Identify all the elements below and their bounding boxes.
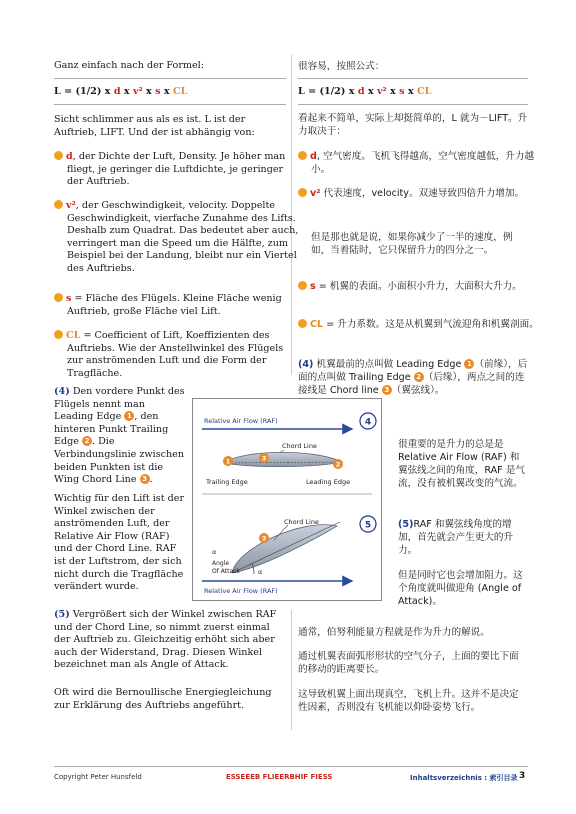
formula-v: v² bbox=[132, 86, 143, 97]
right-p7: 通过机翼表面弧形形状的空气分子，上面的要比下面的移动的距离要长。 bbox=[298, 651, 519, 675]
formula-sep2: x bbox=[142, 86, 156, 97]
bullet-dot-icon bbox=[54, 330, 63, 339]
left-p6: Oft wird die Bernoullische Energiegleichung zur Erklärung des Auftriebs angeführt. bbox=[54, 687, 272, 711]
right-explain: 看起来不简单，实际上却挺简单的，L 就为－LIFT。升力取决于： bbox=[298, 113, 528, 137]
left-intro: Ganz einfach nach der Formel: bbox=[54, 60, 204, 71]
bullet-dot-icon bbox=[298, 151, 307, 160]
footer-copyright: Copyright Peter Hunsfeld bbox=[54, 773, 142, 781]
right-item-v-cont: 但是那也就是说，如果你减少了一半的速度，例如，当着陆时，它只保留升力的四分之一。 bbox=[311, 232, 513, 256]
trailing-edge-label: Trailing Edge bbox=[206, 478, 248, 486]
alpha-label-1: α bbox=[212, 548, 217, 556]
badge-4-text: 4 bbox=[364, 417, 372, 428]
top-rule-left bbox=[54, 78, 286, 79]
left-formula bbox=[54, 86, 286, 99]
right-formula: L = (1/2) x d x v² x s x CL bbox=[298, 86, 432, 97]
formula-lead: L = (1/2) x bbox=[54, 86, 114, 97]
right-p6: 通常，伯努利能量方程就是作为升力的解说。 bbox=[298, 627, 490, 638]
right-item-v: v² 代表速度，velocity。双速导致四倍升力增加。 bbox=[298, 187, 541, 200]
rule-right-2 bbox=[298, 104, 528, 105]
right-intro: 很容易，按照公式： bbox=[298, 61, 385, 72]
svg-text:1: 1 bbox=[225, 457, 231, 466]
wing-diagram-svg bbox=[192, 398, 382, 601]
bullet-dot-icon bbox=[54, 200, 63, 209]
footer-rule bbox=[54, 766, 528, 767]
left-p4b: Wichtig für den Lift ist der Winkel zwischen der anströmenden Luft, der Relative Air Flow (RAF) und der Chord Line. RAF ist der Luftstrom, der sich nicht durch die Tragfläche verändert wurde. bbox=[54, 493, 185, 593]
bullet-dot-icon bbox=[298, 188, 307, 197]
column-divider-lower bbox=[291, 610, 292, 730]
left-explain: Sicht schlimmer aus als es ist. L ist der Auftrieb, LIFT. Und der ist abhängig von: bbox=[54, 114, 255, 138]
marker-2-icon: 2 bbox=[82, 436, 92, 446]
right-item-cl: CL = 升力系数。这是从机翼到气流迎角和机翼剖面。 bbox=[298, 318, 541, 331]
leading-edge-label: Leading Edge bbox=[306, 478, 351, 486]
footer-toc-link[interactable]: Inhaltsverzeichnis : 索引目录 bbox=[410, 774, 518, 782]
left-item-s: s = Fläche des Flügels. Kleine Fläche wenig Auftrieb, große Fläche viel Lift. bbox=[54, 293, 299, 318]
svg-text:3: 3 bbox=[261, 454, 267, 463]
right-p4b: 很重要的是升力的总是是 Relative Air Flow (RAF) 和翼弦线之间的角度，RAF 是气流，没有被机翼改变的气流。 bbox=[398, 439, 525, 489]
wing-diagram bbox=[192, 398, 382, 601]
bullet-dot-icon bbox=[298, 319, 307, 328]
marker-3-icon: 3 bbox=[140, 474, 150, 484]
left-item-d: d, der Dichte der Luft, Density. Je höher man fliegt, je geringer die Luftdichte, je geringer der Auftrieb. bbox=[54, 151, 299, 189]
page-number: 3 bbox=[519, 771, 526, 781]
formula-s: s bbox=[155, 86, 161, 97]
marker-2-icon: 2 bbox=[414, 372, 424, 382]
svg-text:2: 2 bbox=[335, 460, 341, 469]
rule-left-2 bbox=[54, 104, 286, 105]
left-p4: (4) Den vordere Punkt des Flügels nennt man Leading Edge 1 , den hinteren Punkt Trailing Edge 2 . Die Verbindungslinie zwischen beiden Punkten ist die Wing Chord Line 3 . bbox=[54, 386, 185, 486]
formula-sep1: x bbox=[120, 86, 133, 97]
raf-top-label: Relative Air Flow (RAF) bbox=[204, 417, 278, 425]
right-p4: (4) 机翼最前的点叫做 Leading Edge 1 （前缘），后面的点叫做 Trailing Edge 2 （后缘），两点之间的连接线是 Chord line 3 （翼弦线）。 bbox=[298, 359, 528, 396]
formula-cl: CL bbox=[172, 86, 188, 97]
right-p8: 这导致机翼上面出现真空，飞机上升。这并不是决定性因素，否则没有飞机能以仰卧姿势飞行。 bbox=[298, 689, 519, 713]
marker-3-icon: 3 bbox=[382, 385, 392, 395]
svg-text:3: 3 bbox=[261, 534, 267, 543]
left-p5: (5) Vergrößert sich der Winkel zwischen RAF und der Chord Line, so nimmt zuerst einmal der Auftrieb zu. Gleichzeitig erhöht sich aber auch der Widerstand, Drag. Diesen Winkel bezeichnet man als Angle of Attack. bbox=[54, 609, 277, 671]
left-item-v: v², der Geschwindigkeit, velocity. Doppelte Geschwindigkeit, vierfache Zunahme des Lifts. Deshalb zum Quadrat. Das bedeutet aber auch, verringert man die Speed um die Hälfte, zum Beispiel bei der Landung, bleibt nur ein Viertel des Auftriebs. bbox=[54, 200, 299, 276]
raf-bottom-label: Relative Air Flow (RAF) bbox=[204, 587, 278, 595]
footer-center-link[interactable]: ESSEEEB FLIEERBHIF FIESS bbox=[226, 773, 333, 781]
left-item-cl: CL = Coefficient of Lift, Koeffizienten des Auftriebs. Wie der Anstellwinkel des Flügels zur anströmenden Luft und die Form der Tragfläche. bbox=[54, 330, 299, 380]
marker-1-icon: 1 bbox=[464, 359, 474, 369]
formula-sep3: x bbox=[160, 86, 173, 97]
chord-line-top-label: Chord Line bbox=[282, 442, 317, 450]
alpha-label-2: α bbox=[258, 568, 263, 576]
marker-1-icon: 1 bbox=[124, 411, 134, 421]
chord-line-bottom-label: Chord Line bbox=[284, 518, 319, 526]
angle-of-attack-label-2: Of Attack bbox=[212, 568, 240, 575]
badge-5-text: 5 bbox=[364, 520, 372, 531]
right-p5b: 但是同时它也会增加阻力。这个角度就叫做迎角 (Angle of Attack)。 bbox=[398, 570, 523, 607]
bullet-dot-icon bbox=[54, 151, 63, 160]
right-item-d: d, 空气密度。飞机飞得越高，空气密度越低，升力越小。 bbox=[298, 150, 541, 176]
top-rule-right bbox=[298, 78, 528, 79]
bullet-dot-icon bbox=[54, 293, 63, 302]
angle-of-attack-label-1: Angle bbox=[212, 560, 230, 567]
formula-d: d bbox=[113, 86, 121, 97]
right-item-s: s = 机翼的表面。小面积小升力，大面积大升力。 bbox=[298, 280, 541, 293]
bullet-dot-icon bbox=[298, 281, 307, 290]
right-p5: (5)RAF 和翼弦线角度的增加，首先就会产生更大的升力。 bbox=[398, 519, 514, 556]
